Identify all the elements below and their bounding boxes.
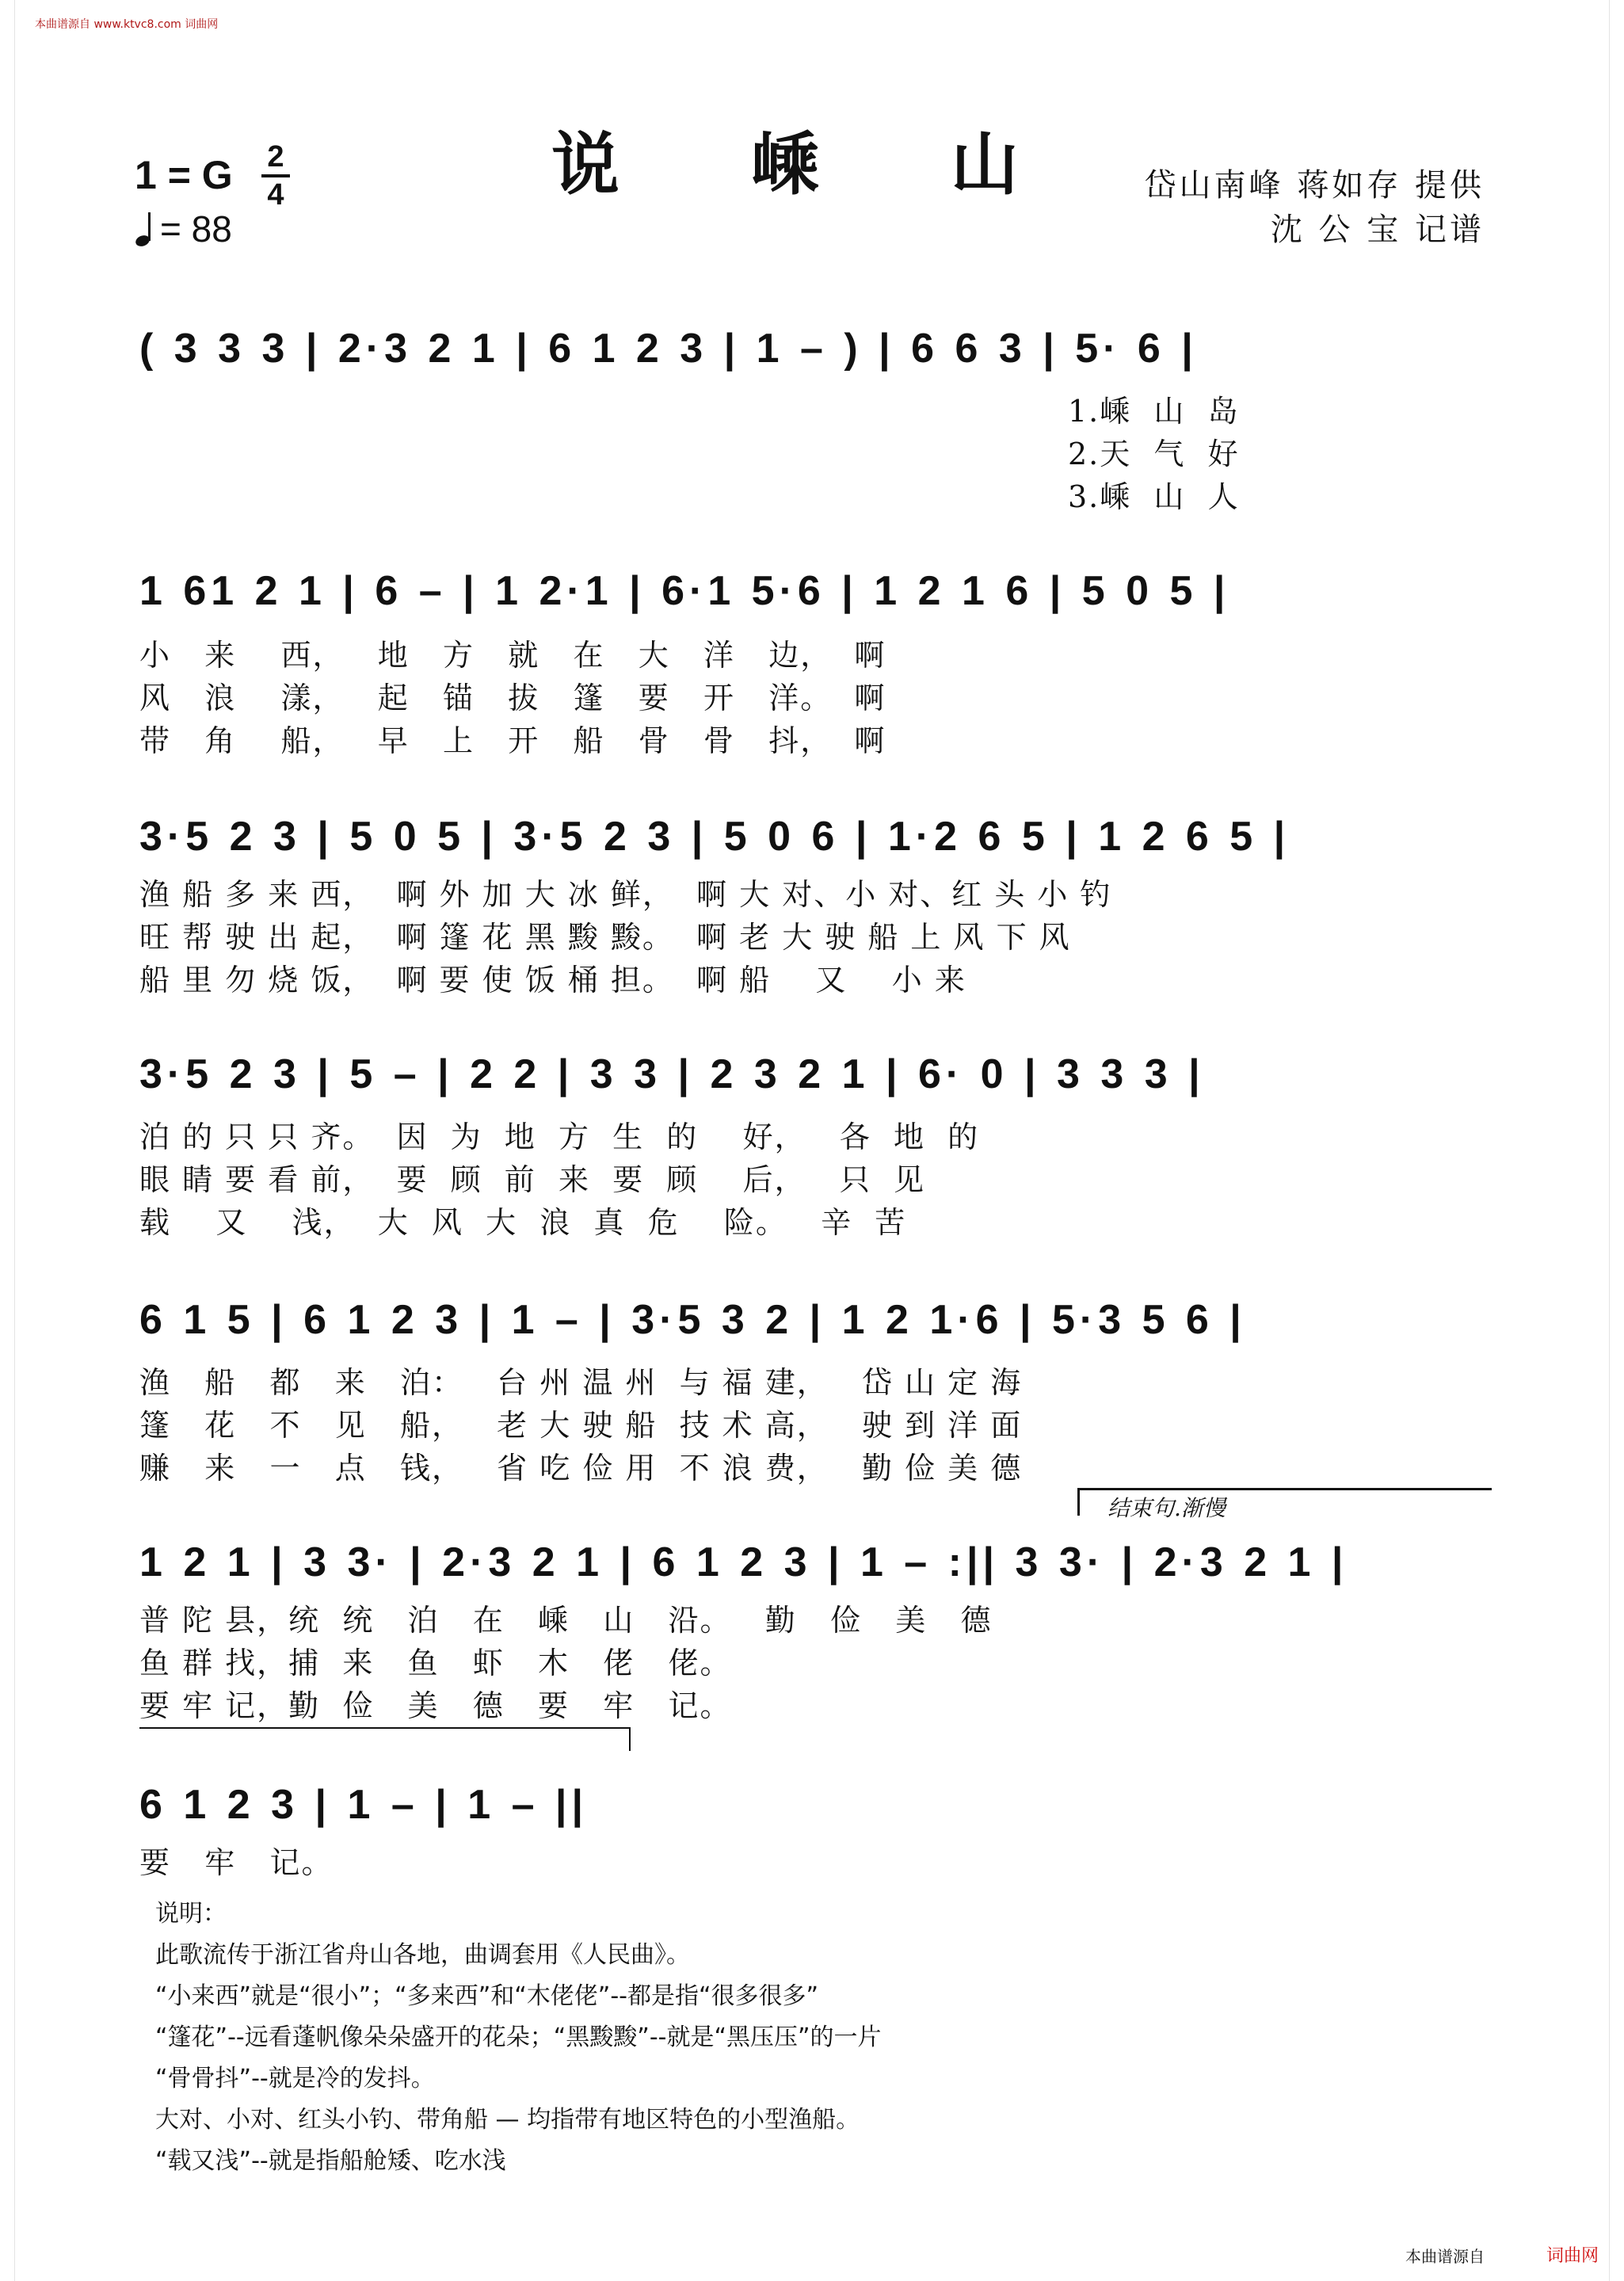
- lyric-line: 渔 船 多 来 西， 啊 外 加 大 冰 鲜， 啊 大 对、小 对、红 头 小 钓: [139, 877, 1112, 912]
- verse-label-1: 1.嵊 山 岛: [1068, 394, 1240, 429]
- key-signature: 1 = G: [135, 153, 233, 197]
- lyric-line: 载 又 浅， 大 风 大 浪 真 危 险。 辛 苦: [139, 1205, 907, 1240]
- tempo-value: = 88: [160, 208, 232, 250]
- lyric-line: 泊 的 只 只 齐。 因 为 地 方 生 的 好， 各 地 的: [139, 1120, 980, 1154]
- lyric-line: 普 陀 县，统 统 泊 在 嵊 山 沿。 勤 俭 美 德: [139, 1603, 993, 1638]
- first-ending-line: [139, 1727, 631, 1729]
- footer-brand-link[interactable]: 词曲网: [1546, 2246, 1599, 2266]
- lyric-line: 带 角 船， 早 上 开 船 骨 骨 抖， 啊: [139, 723, 886, 758]
- credits: [1145, 163, 1485, 252]
- first-ending-tick: [629, 1727, 631, 1751]
- footer-source: 本曲谱源自: [1405, 2247, 1485, 2266]
- lyric-line: 船 里 勿 烧 饭， 啊 要 使 饭 桶 担。 啊 船 又 小 来: [139, 963, 966, 997]
- left-margin-strip: [3, 0, 15, 2281]
- score-system-2: [139, 547, 1497, 634]
- notation-line-7: 6 1 2 3 | 1 – | 1 – ||: [139, 1782, 589, 1828]
- song-title: 说 嵊 山: [551, 124, 1073, 204]
- source-note: 本曲谱源自 www.ktvc8.com 词曲网: [35, 18, 219, 31]
- lyric-line: 要 牢 记。: [139, 1845, 334, 1880]
- explanation-line: “载又浅”--就是指船舱矮、吃水浅: [155, 2147, 506, 2175]
- explanation-line: 大对、小对、红头小钓、带角船 — 均指带有地区特色的小型渔船。: [155, 2106, 860, 2134]
- notation-line-5: 6 1 5 | 6 1 2 3 | 1 – | 3·5 3 2 | 1 2 1·6 | 5·3 5 6 |: [139, 1297, 1246, 1343]
- notation-line-1: ( 3 3 3 | 2·3 2 1 | 6 1 2 3 | 1 – ) | 6 6 3 | 5· 6 |: [139, 326, 1198, 372]
- verse-label-2: 2.天 气 好: [1068, 437, 1240, 471]
- ending-label: 结束句.渐慢: [1107, 1495, 1226, 1521]
- score-system-7: [139, 1760, 1497, 1848]
- credit-transcriber: 沈 公 宝 记谱: [1270, 212, 1485, 248]
- score-system-3: [139, 792, 1497, 879]
- time-signature: [261, 141, 290, 211]
- notation-line-3: 3·5 2 3 | 5 0 5 | 3·5 2 3 | 5 0 6 | 1·2 6 5 | 1 2 6 5 |: [139, 814, 1290, 860]
- time-signature-bottom: 4: [267, 178, 284, 212]
- credit-provider: 岱山南峰 蒋如存 提供: [1144, 167, 1485, 204]
- score-system-4: [139, 1030, 1497, 1117]
- explanation-line: “小来西”就是“很小”；“多来西”和“木佬佬”--都是指“很多很多”: [155, 1982, 819, 2010]
- lyric-line: 小 来 西， 地 方 就 在 大 洋 边， 啊: [139, 638, 886, 673]
- lyric-line: 要 牢 记，勤 俭 美 德 要 牢 记。: [139, 1688, 732, 1723]
- notation-line-6: 1 2 1 | 3 3· | 2·3 2 1 | 6 1 2 3 | 1 – :|| 3 3· | 2·3 2 1 |: [139, 1539, 1348, 1585]
- lyric-line: 篷 花 不 见 船， 老 大 驶 船 技 术 高， 驶 到 洋 面: [139, 1408, 1023, 1443]
- score-system-5: [139, 1276, 1497, 1363]
- score-system-6: [139, 1518, 1497, 1605]
- score-system-1: [139, 304, 1497, 391]
- explanation-block: [155, 1894, 882, 2182]
- lyric-line: 渔 船 都 来 泊： 台 州 温 州 与 福 建， 岱 山 定 海: [139, 1365, 1023, 1400]
- lyric-line: 眼 睛 要 看 前， 要 顾 前 来 要 顾 后， 只 见: [139, 1162, 925, 1197]
- lyric-line: 旺 帮 驶 出 起， 啊 篷 花 黑 黢 黢。 啊 老 大 驶 船 上 风 下 风: [139, 920, 1071, 955]
- quarter-note-icon: [135, 211, 155, 247]
- lyric-line: 风 浪 漾， 起 锚 拔 篷 要 开 洋。 啊: [139, 681, 886, 715]
- explanation-heading: 说明：: [155, 1900, 227, 1928]
- notation-line-2: 1 61 2 1 | 6 – | 1 2·1 | 6·1 5·6 | 1 2 1 6 | 5 0 5 |: [139, 568, 1230, 614]
- explanation-line: “篷花”--远看蓬帆像朵朵盛开的花朵；“黑黢黢”--就是“黑压压”的一片: [155, 2024, 882, 2051]
- explanation-line: 此歌流传于浙江省舟山各地，曲调套用《人民曲》。: [155, 1941, 690, 1969]
- explanation-line: “骨骨抖”--就是冷的发抖。: [155, 2065, 435, 2092]
- time-signature-top: 2: [267, 140, 284, 174]
- lyric-line: 赚 来 一 点 钱， 省 吃 俭 用 不 浪 费， 勤 俭 美 德: [139, 1451, 1023, 1486]
- verse-label-3: 3.嵊 山 人: [1068, 479, 1240, 514]
- tempo-marking: [135, 208, 232, 250]
- lyric-line: 鱼 群 找，捕 来 鱼 虾 木 佬 佬。: [139, 1646, 732, 1680]
- time-signature-divider: [261, 174, 290, 177]
- right-margin-strip: [1609, 0, 1621, 2281]
- notation-line-4: 3·5 2 3 | 5 – | 2 2 | 3 3 | 2 3 2 1 | 6· 0 | 3 3 3 |: [139, 1051, 1205, 1097]
